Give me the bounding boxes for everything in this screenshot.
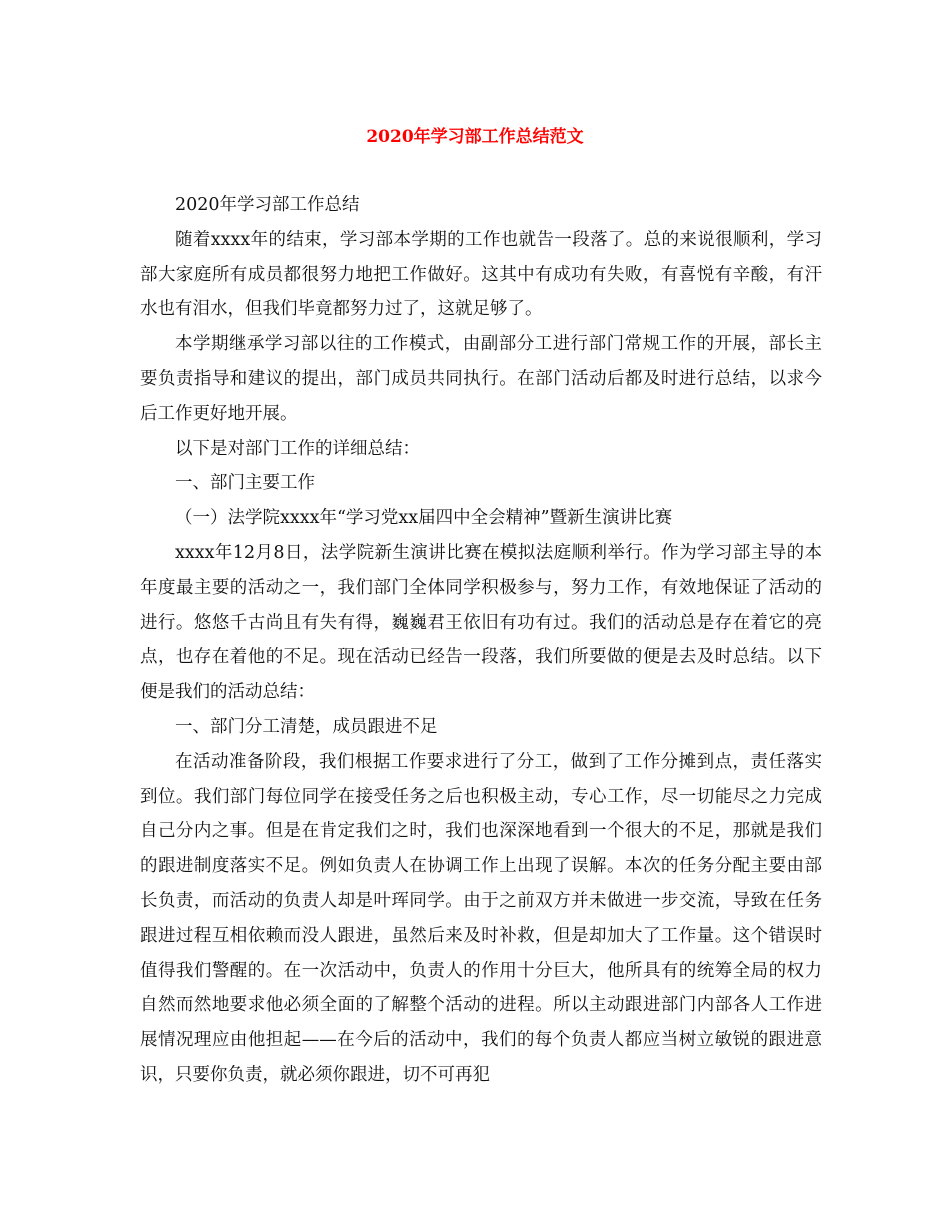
paragraph: 随着xxxx年的结束，学习部本学期的工作也就告一段落了。总的来说很顺利，学习部大家庭所有成员都很努力地把工作做好。这其中有成功有失败，有喜悦有辛酸，有汗水也有泪水，但我们毕竟都努力过了，这就足够了。: [140, 229, 822, 320]
document-body: [140, 188, 822, 1093]
section-heading: 一、部门主要工作: [175, 473, 315, 494]
paragraph: xxxx年12月8日，法学院新生演讲比赛在模拟法庭顺利举行。作为学习部主导的本年度最主要的活动之一，我们部门全体同学积极参与，努力工作，有效地保证了活动的进行。悠悠千古尚且有失有得，巍巍君王依旧有功有过。我们的活动总是存在着它的亮点，也存在着他的不足。现在活动已经告一段落，我们所要做的便是去及时总结。以下便是我们的活动总结：: [140, 542, 822, 703]
document-title: 2020年学习部工作总结范文: [366, 127, 584, 147]
paragraph: 2020年学习部工作总结: [175, 195, 360, 215]
subsection-heading: （一）法学院xxxx年“学习党xx届四中全会精神”暨新生演讲比赛: [175, 508, 673, 529]
paragraph: 以下是对部门工作的详细总结：: [175, 438, 420, 459]
paragraph: 本学期继承学习部以往的工作模式，由副部分工进行部门常规工作的开展，部长主要负责指导和建议的提出，部门成员共同执行。在部门活动后都及时进行总结，以求今后工作更好地开展。: [140, 334, 822, 424]
section-heading: 一、部门分工清楚，成员跟进不足: [175, 716, 438, 737]
paragraph: 在活动准备阶段，我们根据工作要求进行了分工，做到了工作分摊到点，责任落实到位。我们部门每位同学在接受任务之后也积极主动，专心工作，尽一切能尽之力完成自己分内之事。但是在肯定我们之时，我们也深深地看到一个很大的不足，那就是我们的跟进制度落实不足。例如负责人在协调工作上出现了误解。本次的任务分配主要由部长负责，而活动的负责人却是叶珲同学。由于之前双方并未做进一步交流，导致在任务跟进过程互相依赖而没人跟进，虽然后来及时补救，但是却加大了工作量。这个错误时值得我们警醒的。在一次活动中，负责人的作用十分巨大，他所具有的统筹全局的权力自然而然地要求他必须全面的了解整个活动的进程。所以主动跟进部门内部各人工作进展情况理应由他担起——在今后的活动中，我们的每个负责人都应当树立敏锐的跟进意识，只要你负责，就必须你跟进，切不可再犯: [140, 751, 822, 1085]
